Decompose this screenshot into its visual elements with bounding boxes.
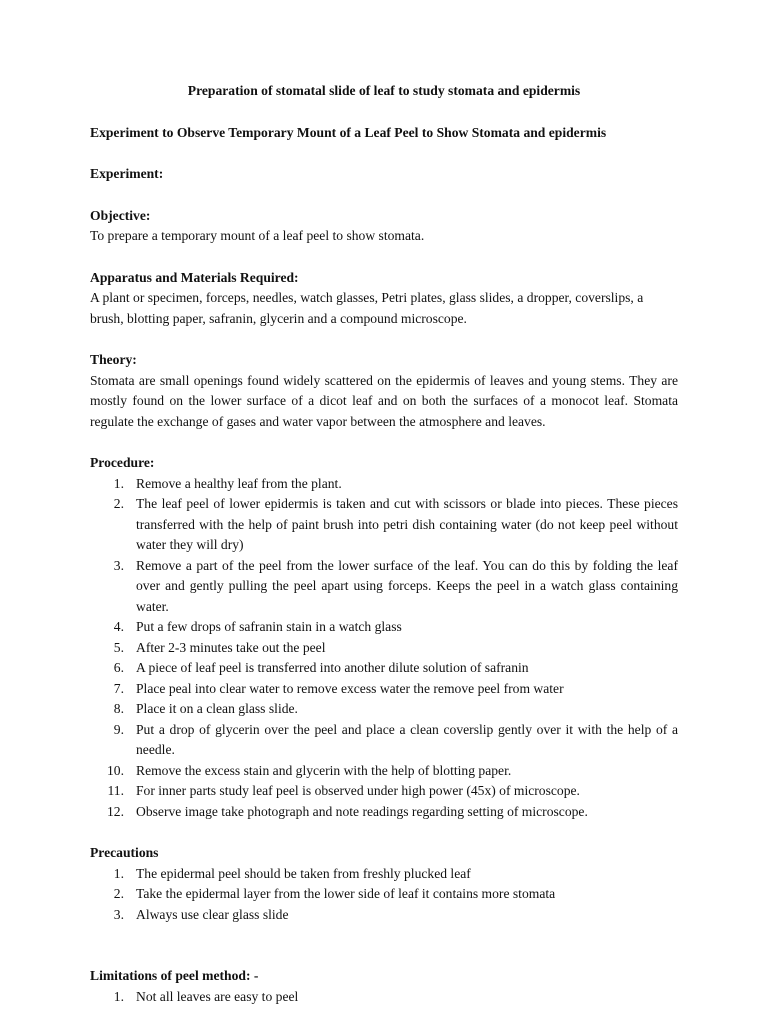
list-number: 4. [113, 619, 124, 634]
list-item [90, 864, 678, 885]
list-number: 3. [113, 557, 124, 573]
list-item [90, 699, 678, 720]
list-item [90, 987, 678, 1008]
list-text: For inner parts study leaf peel is observed under high power (45x) of microscope. [136, 783, 580, 798]
page-subtitle: Experiment to Observe Temporary Mount of a Leaf Peel to Show Stomata and epidermis [90, 124, 607, 140]
list-item [90, 761, 678, 782]
list-text: Put a few drops of safranin stain in a watch glass [136, 619, 402, 634]
list-item [90, 802, 678, 823]
list-text: Place it on a clean glass slide. [136, 701, 298, 716]
list-item [90, 556, 678, 618]
procedure-section [90, 453, 678, 822]
list-item [90, 905, 678, 926]
list-item [90, 658, 678, 679]
list-number: 8. [113, 701, 124, 716]
list-text: Observe image take photograph and note readings regarding setting of microscope. [136, 803, 588, 819]
list-number: 3. [113, 906, 124, 922]
list-item [90, 884, 678, 905]
list-item [90, 494, 678, 556]
limitations-list [90, 987, 678, 1008]
list-number: 1. [113, 475, 124, 491]
list-number: 9. [113, 721, 124, 737]
precautions-list [90, 864, 678, 926]
list-text: Not all leaves are easy to peel [136, 988, 299, 1004]
list-item [90, 617, 678, 638]
list-item [90, 474, 678, 495]
list-number: 1. [113, 865, 124, 881]
list-text: The epidermal peel should be taken from freshly plucked leaf [136, 865, 471, 881]
list-text: A piece of leaf peel is transferred into another dilute solution of safranin [136, 660, 529, 675]
list-item [90, 781, 678, 802]
list-text: After 2-3 minutes take out the peel [136, 639, 326, 655]
page-title: Preparation of stomatal slide of leaf to study stomata and epidermis [187, 83, 581, 98]
list-number: 5. [113, 639, 124, 655]
procedure-list [90, 474, 678, 823]
list-text: Remove the excess stain and glycerin with the help of blotting paper. [136, 762, 512, 778]
document-body [90, 81, 678, 1007]
objective-section [90, 206, 678, 247]
objective-text: To prepare a temporary mount of a leaf peel to show stomata. [90, 228, 425, 243]
list-item [90, 638, 678, 659]
list-text: Remove a part of the peel from the lower surface of the leaf. You can do this by folding the leaf over and gently pulling the peel apart using forceps. Keeps the peel in a watch glass containing water. [136, 557, 678, 614]
limitations-heading: Limitations of peel method: - [90, 968, 259, 983]
list-text: Remove a healthy leaf from the plant. [136, 475, 342, 491]
apparatus-text: A plant or specimen, forceps, needles, watch glasses, Petri plates, glass slides, a dropper, coverslips, a brush, blotting paper, safranin, glycerin and a compound microscope. [90, 290, 644, 326]
list-number: 11. [107, 783, 124, 798]
experiment-heading: Experiment: [90, 166, 164, 181]
theory-text: Stomata are small openings found widely scattered on the epidermis of leaves and young stems. They are mostly found on the lower surface of a dicot leaf and on both the surfaces of a monocot leaf. Stomata regulate the exchange of gases and water vapor between the atmosphere and leaves. [90, 372, 678, 429]
precautions-heading: Precautions [90, 845, 159, 860]
list-item [90, 720, 678, 761]
procedure-heading: Procedure: [90, 455, 155, 470]
theory-section [90, 350, 678, 432]
apparatus-section [90, 268, 678, 330]
list-text: The leaf peel of lower epidermis is taken and cut with scissors or blade into pieces. These pieces transferred with the help of paint brush into petri dish containing water (do not keep peel without water they will dry) [136, 496, 678, 552]
theory-heading: Theory: [90, 352, 137, 367]
precautions-section [90, 843, 678, 925]
list-text: Put a drop of glycerin over the peel and place a clean coverslip gently over it with the help of a needle. [136, 721, 678, 757]
list-number: 7. [113, 680, 124, 696]
list-number: 6. [113, 660, 124, 675]
list-text: Always use clear glass slide [136, 906, 289, 922]
objective-heading: Objective: [90, 207, 151, 223]
list-item [90, 679, 678, 700]
list-number: 12. [107, 803, 124, 819]
list-number: 1. [113, 988, 124, 1004]
list-number: 2. [113, 886, 124, 901]
list-text: Place peal into clear water to remove excess water the remove peel from water [136, 680, 564, 696]
list-number: 2. [113, 496, 124, 511]
list-number: 10. [107, 762, 124, 778]
list-text: Take the epidermal layer from the lower side of leaf it contains more stomata [136, 886, 556, 901]
limitations-section [90, 966, 678, 1007]
apparatus-heading: Apparatus and Materials Required: [90, 269, 299, 285]
